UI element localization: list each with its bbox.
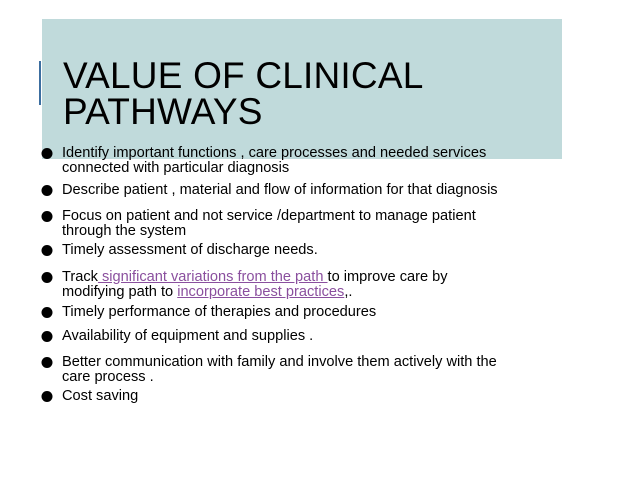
significant-variations-link[interactable]: significant variations from the path — [97, 269, 328, 285]
bullet-text-fragment: ,. — [344, 284, 353, 300]
bullet-dot-icon — [40, 305, 54, 319]
bullet-text-fragment: to improve care by — [327, 269, 448, 285]
bullet-dot-icon — [40, 355, 54, 369]
bullet-text-line: Better communication with family and involve them actively with the — [62, 354, 497, 370]
bullet-text-line: Describe patient , material and flow of information for that diagnosis — [62, 182, 498, 198]
bullet-dot-icon — [40, 183, 54, 197]
bullet-text-line: through the system — [62, 223, 187, 239]
bullet-text-line: Focus on patient and not service /department to manage patient — [62, 208, 476, 224]
best-practices-link[interactable]: incorporate best practices — [177, 284, 345, 300]
bullet-text-line — [62, 285, 538, 300]
bullet-text-line: Availability of equipment and supplies . — [62, 328, 314, 344]
bullet-text — [62, 146, 538, 176]
bullet-text-fragment: modifying path to — [62, 284, 178, 300]
bullet-text — [62, 183, 538, 198]
bullet-text — [62, 209, 538, 239]
bullet-text-line: Timely performance of therapies and procedures — [62, 304, 377, 320]
bullet-text — [62, 270, 538, 300]
bullet-dot-icon — [40, 329, 54, 343]
bullet-text-fragment: Track — [62, 269, 98, 285]
bullet-text-line — [62, 270, 538, 285]
bullet-dot-icon — [40, 389, 54, 403]
bullet-text-line: connected with particular diagnosis — [62, 160, 290, 176]
title-accent-rule — [39, 61, 41, 105]
bullet-dot-icon — [40, 270, 54, 284]
bullet-text-line: Identify important functions , care processes and needed services — [62, 145, 487, 161]
slide-title-line-2: PATHWAYS — [63, 91, 263, 132]
bullet-dot-icon — [40, 243, 54, 257]
bullet-dot-icon — [40, 146, 54, 160]
bullet-text-line: care process . — [62, 369, 154, 385]
slide-title — [63, 55, 424, 132]
bullet-text — [62, 329, 538, 344]
bullet-dot-icon — [40, 209, 54, 223]
bullet-text-line: Timely assessment of discharge needs. — [62, 242, 318, 258]
bullet-text — [62, 389, 538, 404]
bullet-text — [62, 243, 538, 258]
bullet-text — [62, 305, 538, 320]
bullet-text — [62, 355, 538, 385]
slide-title-line-1: VALUE OF CLINICAL — [63, 55, 424, 96]
bullet-text-line: Cost saving — [62, 388, 139, 404]
